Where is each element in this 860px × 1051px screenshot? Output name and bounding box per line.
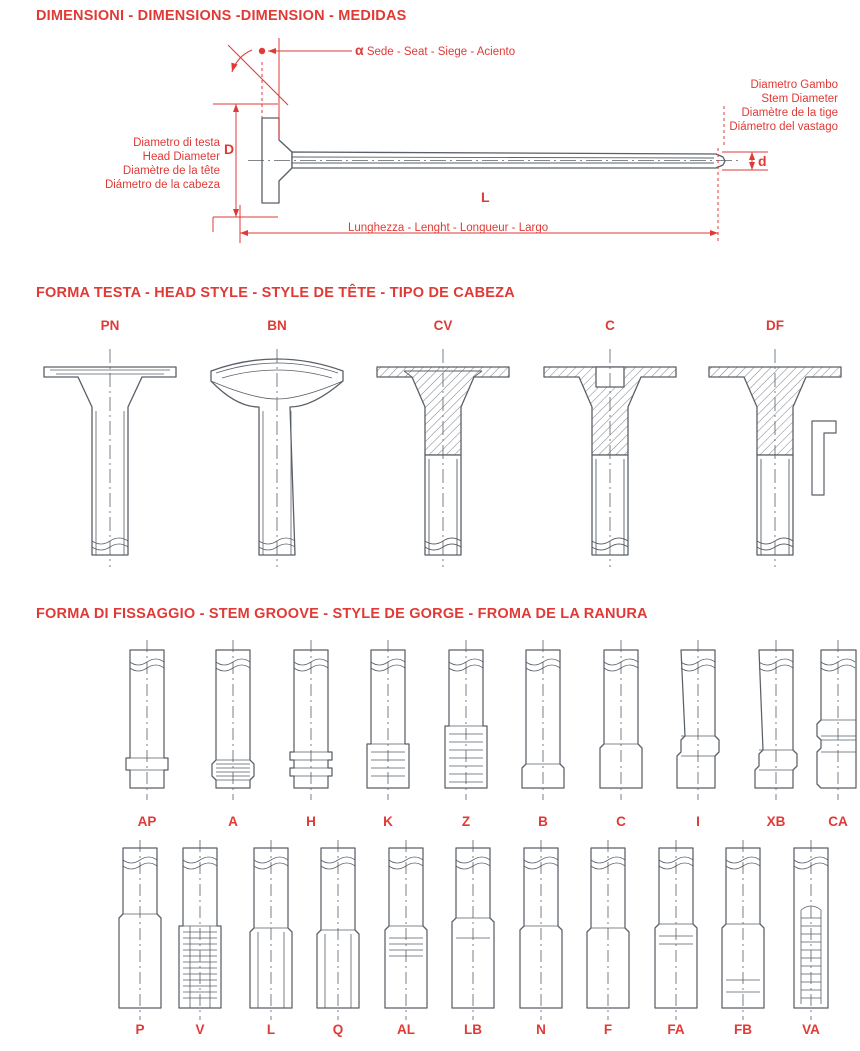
stem-groove-code-r2-2: L (266, 1022, 276, 1037)
stem-groove-row2-diagrams (0, 840, 860, 1030)
stem-groove-code-r2-0: P (135, 1022, 145, 1037)
head-style-code-0: PN (100, 318, 120, 333)
stem-groove-code-r2-7: F (603, 1022, 613, 1037)
stem-groove-code-r1-9: CA (828, 814, 848, 829)
dimension-letter-d: d (758, 153, 767, 169)
stem-groove-code-r2-1: V (195, 1022, 205, 1037)
dimension-letter-L: L (481, 189, 490, 205)
stem-groove-code-r2-3: Q (332, 1022, 344, 1037)
stem-groove-code-r2-10: VA (802, 1022, 820, 1037)
section-title-stem-groove: FORMA DI FISSAGGIO - STEM GROOVE - STYLE DE GORGE - FROMA DE LA RANURA (36, 606, 648, 622)
stem-groove-code-r2-8: FA (667, 1022, 685, 1037)
stem-groove-code-r1-0: AP (137, 814, 157, 829)
stem-groove-code-r2-5: LB (464, 1022, 482, 1037)
head-style-diagrams (0, 315, 860, 595)
stem-groove-code-r1-1: A (228, 814, 238, 829)
stem-groove-code-r1-8: XB (766, 814, 786, 829)
stem-groove-code-r1-2: H (306, 814, 316, 829)
head-diameter-label: Diametro di testa Head Diameter Diamètre de la tête Diámetro de la cabeza (104, 137, 220, 191)
stem-groove-code-r1-3: K (383, 814, 393, 829)
length-label: Lunghezza - Lenght - Longueur - Largo (348, 222, 549, 234)
seat-angle-label (355, 43, 515, 59)
stem-groove-code-r2-6: N (536, 1022, 546, 1037)
stem-groove-code-r1-5: B (538, 814, 548, 829)
head-style-code-2: CV (433, 318, 453, 333)
dimension-letter-D: D (224, 141, 235, 157)
stem-groove-code-r1-7: I (696, 814, 700, 829)
stem-groove-row1-diagrams (0, 640, 860, 825)
head-style-code-4: DF (766, 318, 784, 333)
stem-groove-code-r1-4: Z (461, 814, 471, 829)
stem-diameter-label: Diametro Gambo Stem Diameter Diamètre de la tige Diámetro del vastago (729, 79, 838, 133)
section-title-head-style: FORMA TESTA - HEAD STYLE - STYLE DE TÊTE - TIPO DE CABEZA (36, 285, 515, 301)
stem-groove-code-r1-6: C (616, 814, 626, 829)
head-style-code-1: BN (267, 318, 287, 333)
angle-symbol: α (355, 42, 364, 58)
seat-label-text: Sede - Seat - Siege - Aciento (366, 46, 516, 58)
stem-groove-code-r2-9: FB (734, 1022, 752, 1037)
stem-groove-code-r2-4: AL (397, 1022, 415, 1037)
section-title-dimensions: DIMENSIONI - DIMENSIONS -DIMENSION - MEDIDAS (36, 8, 407, 24)
head-style-code-3: C (605, 318, 615, 333)
